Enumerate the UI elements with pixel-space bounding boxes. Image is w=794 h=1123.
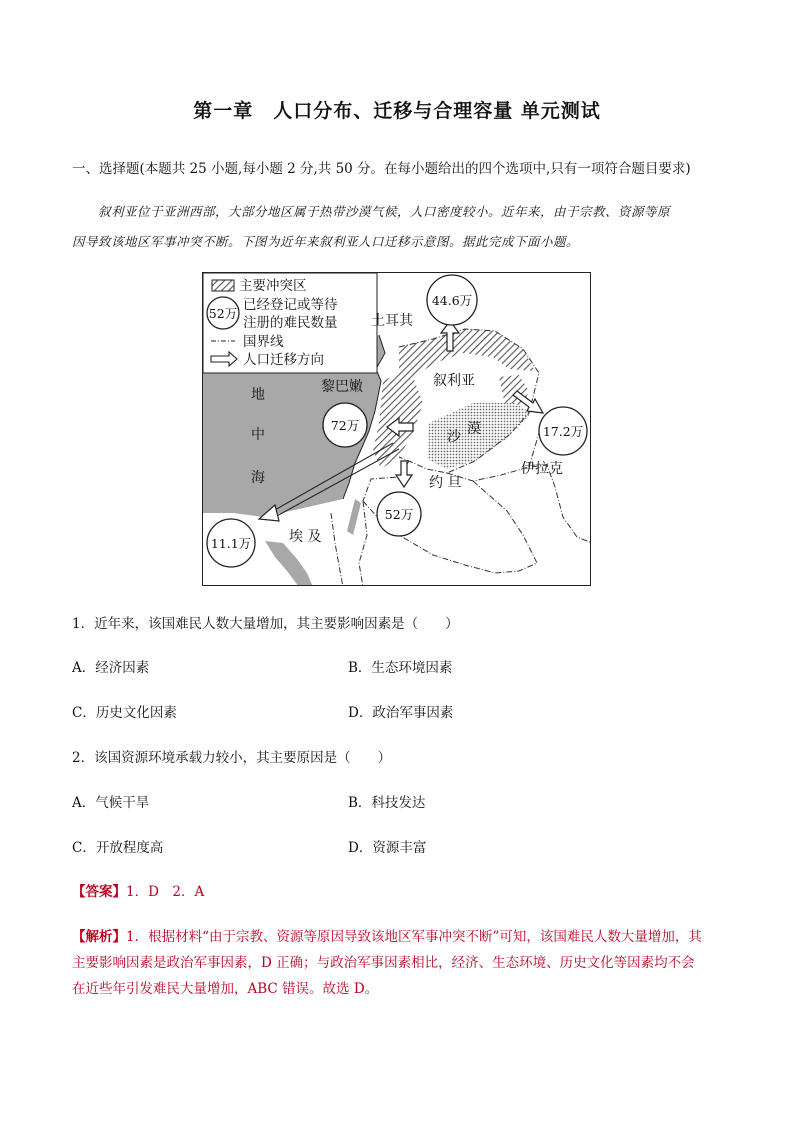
legend-circle-value: 52万 — [208, 306, 238, 321]
arrow-to-jordan — [396, 461, 412, 487]
label-desert-1: 沙 — [447, 429, 461, 445]
q1-option-c: C．历史文化因素 — [72, 705, 177, 721]
answer-value: 1．D 2．A — [126, 884, 205, 900]
analysis-block — [72, 924, 727, 1002]
label-egypt: 埃 及 — [289, 529, 322, 545]
q1-option-b: B．生态环境因素 — [348, 660, 453, 676]
passage-line-1: 叙利亚位于亚洲西部，大部分地区属于热带沙漠气候，人口密度较小。近年来，由于宗教、资源等原 — [98, 204, 671, 219]
map-svg — [203, 273, 591, 586]
value-jordan: 52万 — [384, 507, 414, 522]
analysis-tag: 【解析】 — [72, 929, 126, 945]
passage — [72, 197, 722, 257]
analysis-line-2: 主要影响因素是政治军事因素，D 正确；与政治军事因素相比，经济、生态环境、历史文化等因素均不会 — [72, 955, 695, 971]
question-1-stem: 1．近年来，该国难民人数大量增加，其主要影响因素是（ ） — [72, 616, 459, 632]
label-sea-1: 地 — [251, 387, 265, 403]
conflict-zone-north — [399, 329, 535, 377]
analysis-line-1: 1．根据材料“由于宗教、资源等原因导致该地区军事冲突不断”可知，该国难民人数大量增加，其 — [126, 929, 702, 945]
legend-migration-label: 人口迁移方向 — [243, 352, 324, 368]
label-iraq: 伊拉克 — [521, 461, 563, 477]
legend-border-label: 国界线 — [243, 334, 284, 350]
q2-option-b: B．科技发达 — [348, 795, 426, 811]
migration-map — [202, 272, 591, 586]
value-iraq: 17.2万 — [542, 424, 584, 439]
value-turkey: 44.6万 — [431, 293, 473, 308]
legend-refugee-line2: 注册的难民数量 — [243, 315, 338, 331]
q2-option-a: A．气候干旱 — [72, 795, 150, 811]
label-jordan: 约 旦 — [429, 475, 462, 491]
answer-tag: 【答案】 — [72, 884, 126, 900]
gulf-of-suez — [265, 541, 313, 586]
analysis-line-3: 在近些年引发难民大量增加，ABC 错误。故选 D。 — [72, 981, 379, 997]
q1-option-a: A．经济因素 — [72, 660, 150, 676]
label-turkey: 土耳其 — [371, 313, 413, 329]
legend-refugee-line1: 已经登记或等待 — [243, 297, 338, 313]
value-egypt: 11.1万 — [210, 536, 252, 551]
gulf-of-aqaba — [347, 499, 361, 535]
label-sea-3: 海 — [251, 470, 265, 486]
page-title: 第一章 人口分布、迁移与合理容量 单元测试 — [193, 100, 601, 122]
label-syria: 叙利亚 — [433, 373, 475, 389]
passage-line-2: 因导致该地区军事冲突不断。下图为近年来叙利亚人口迁移示意图。据此完成下面小题。 — [72, 234, 580, 249]
q1-option-d: D．政治军事因素 — [348, 705, 454, 721]
question-2-stem: 2．该国资源环境承载力较小，其主要原因是（ ） — [72, 750, 392, 766]
legend-conflict-label: 主要冲突区 — [239, 278, 307, 294]
q2-option-c: C．开放程度高 — [72, 840, 164, 856]
label-desert-2: 漠 — [467, 421, 481, 437]
label-lebanon: 黎巴嫩 — [321, 379, 363, 395]
label-sea-2: 中 — [251, 427, 265, 443]
section-heading: 一、选择题(本题共 25 小题,每小题 2 分,共 50 分。在每小题给出的四个选项中,只有一项符合题目要求) — [72, 161, 691, 177]
q2-option-d: D．资源丰富 — [348, 840, 427, 856]
answer-line — [72, 880, 204, 900]
value-lebanon: 72万 — [330, 418, 360, 433]
legend-conflict-swatch — [212, 280, 234, 291]
